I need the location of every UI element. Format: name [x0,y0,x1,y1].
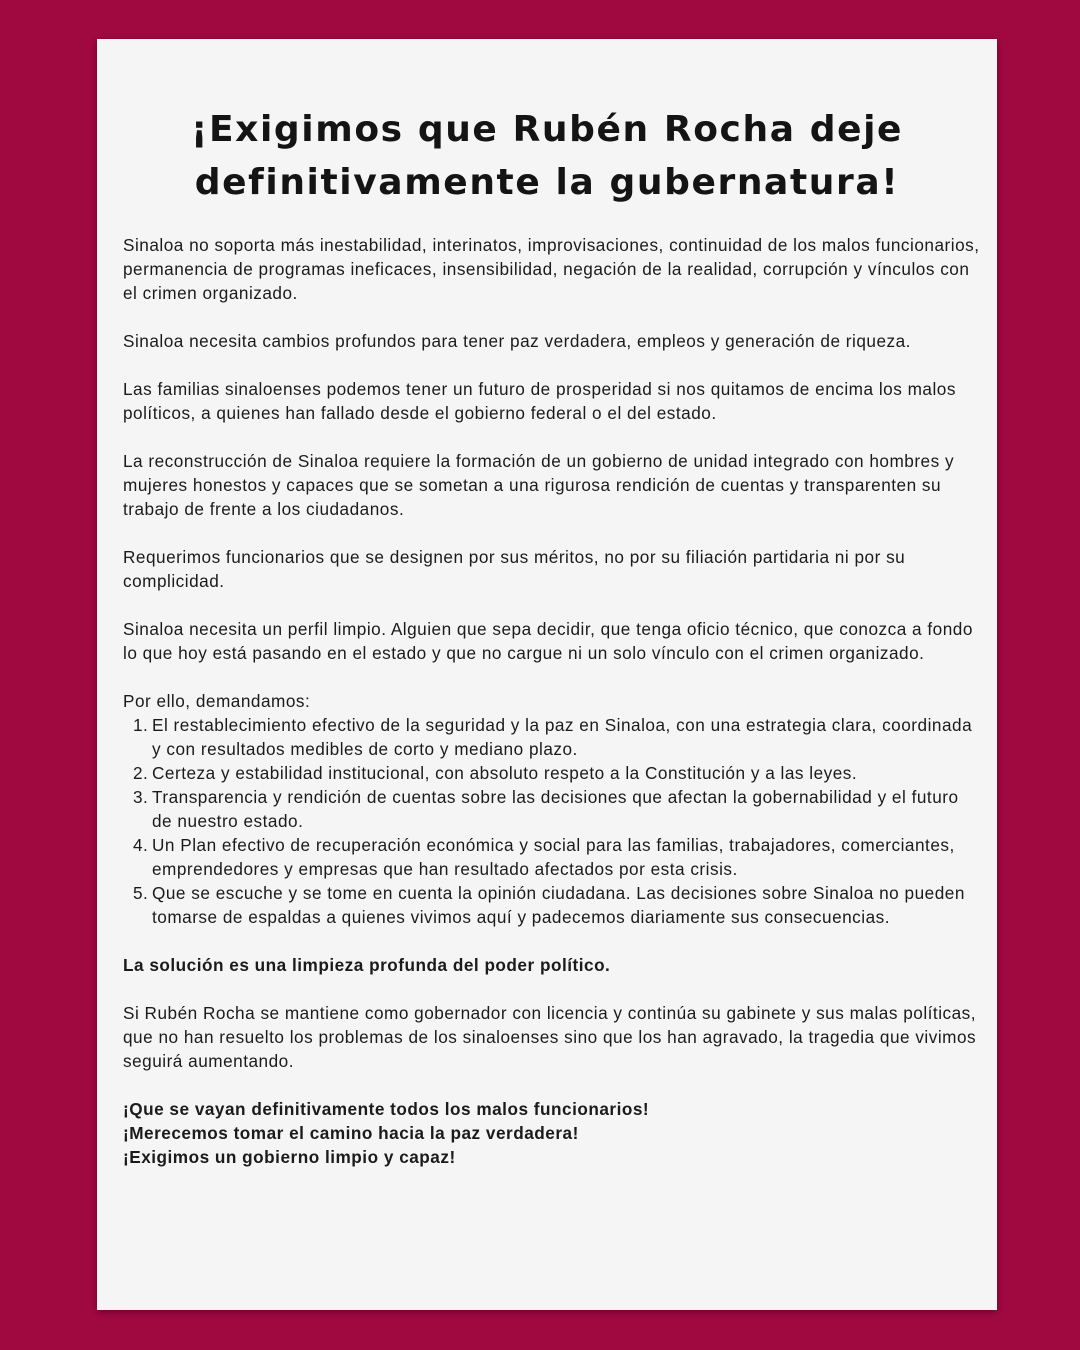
document-body [123,233,983,1169]
paragraph: Las familias sinaloenses podemos tener un futuro de prosperidad si nos quitamos de encima los malos políticos, a quienes han fallado desde el gobierno federal o el del estado. [123,379,956,423]
demand-number: 2. [133,763,149,783]
demand-item [123,785,983,833]
demand-number: 4. [133,835,149,855]
demands-list [123,713,983,929]
demand-text: Un Plan efectivo de recuperación económica y social para las familias, trabajadores, comerciantes, emprendedores y empresas que han resultado afectados por esta crisis. [152,835,955,879]
demand-number: 1. [133,715,149,735]
demand-text: Certeza y estabilidad institucional, con absoluto respeto a la Constitución y a las leyes. [152,763,858,783]
closing-statements [123,1097,983,1169]
demand-text: Transparencia y rendición de cuentas sobre las decisiones que afectan la gobernabilidad y el futuro de nuestro estado. [152,787,959,831]
title-line-1: ¡Exigimos que Rubén Rocha deje [190,109,904,150]
closing-line: ¡Exigimos un gobierno limpio y capaz! [123,1147,456,1167]
paragraph: Sinaloa necesita un perfil limpio. Alguien que sepa decidir, que tenga oficio técnico, que conozca a fondo lo que hoy está pasando en el estado y que no cargue ni un solo vínculo con el crimen organizado. [123,619,973,663]
warning-paragraph: Si Rubén Rocha se mantiene como gobernador con licencia y continúa su gabinete y sus malas políticas, que no han resuelto los problemas de los sinaloenses sino que los han agravado, la tragedia que vivimos seguirá aumentando. [123,1003,977,1071]
demand-text: El restablecimiento efectivo de la seguridad y la paz en Sinaloa, con una estrategia clara, coordinada y con resultados medibles de corto y mediano plazo. [152,715,973,759]
demand-item [123,713,983,761]
paragraph: Requerimos funcionarios que se designen por sus méritos, no por su filiación partidaria ni por su complicidad. [123,547,906,591]
title-line-2: definitivamente la gubernatura! [194,162,900,203]
demands-intro: Por ello, demandamos: [123,691,311,711]
document-sheet [97,39,997,1310]
paragraph: Sinaloa necesita cambios profundos para tener paz verdadera, empleos y generación de riqueza. [123,331,911,351]
demand-number: 3. [133,787,149,807]
paragraph: Sinaloa no soporta más inestabilidad, interinatos, improvisaciones, continuidad de los malos funcionarios, permanencia de programas ineficaces, insensibilidad, negación de la realidad, corrupción y vínculos con el crimen organizado. [123,235,980,303]
demand-item [123,833,983,881]
demand-item [123,761,983,785]
demand-item [123,881,983,929]
closing-line: ¡Merecemos tomar el camino hacia la paz verdadera! [123,1123,579,1143]
solution-statement: La solución es una limpieza profunda del poder político. [123,955,611,975]
paragraph: La reconstrucción de Sinaloa requiere la formación de un gobierno de unidad integrado con hombres y mujeres honestos y capaces que se sometan a una rigurosa rendición de cuentas y transparenten su trabajo de frente a los ciudadanos. [123,451,955,519]
closing-line: ¡Que se vayan definitivamente todos los malos funcionarios! [123,1099,650,1119]
demand-text: Que se escuche y se tome en cuenta la opinión ciudadana. Las decisiones sobre Sinaloa no pueden tomarse de espaldas a quienes vivimos aquí y padecemos diariamente sus consecuencias. [152,883,965,927]
page-title [97,103,997,209]
demand-number: 5. [133,883,149,903]
